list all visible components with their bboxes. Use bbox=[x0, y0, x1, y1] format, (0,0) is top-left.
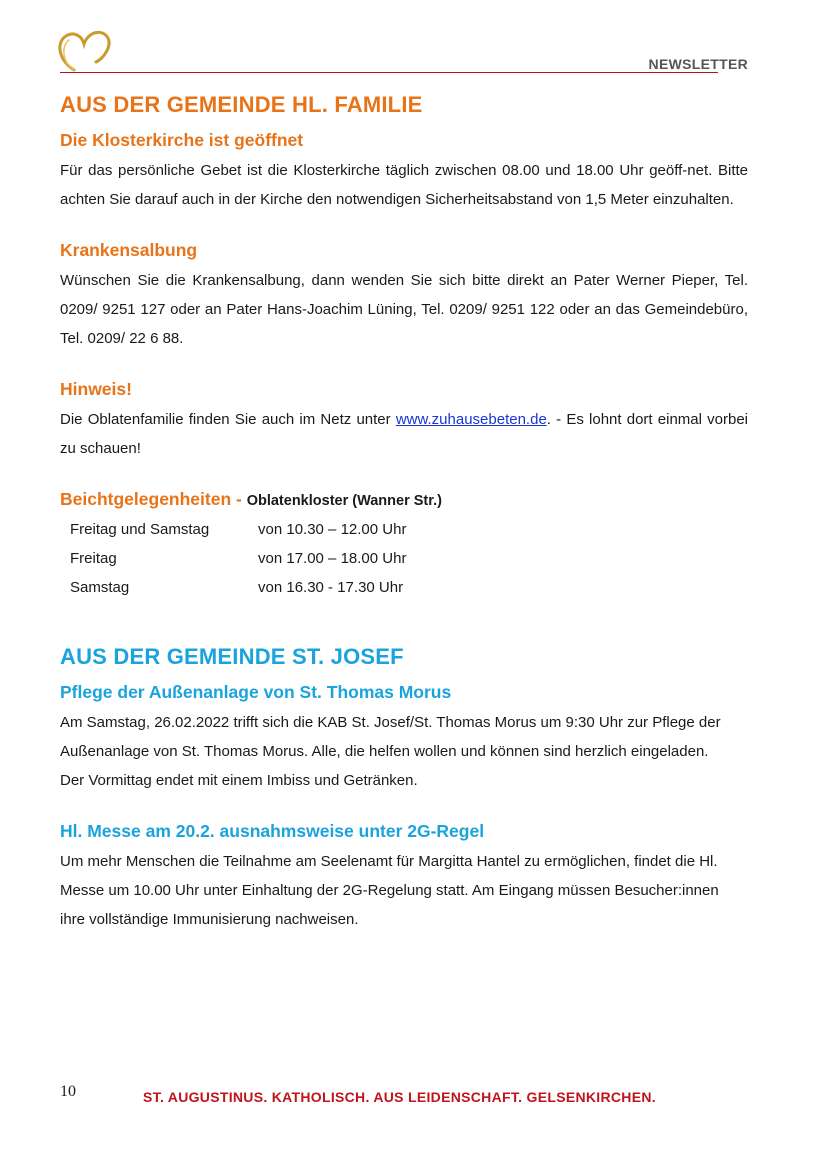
section-st-josef bbox=[60, 642, 748, 934]
article-text-aussenanlage: Am Samstag, 26.02.2022 trifft sich die KAB St. Josef/St. Thomas Morus um 9:30 Uhr zur Pflege der Außenanlage von St. Thomas Morus. Alle, die helfen wollen und können sind herzlich eingeladen. Der Vormittag endet mit einem Imbiss und Getränken. bbox=[60, 714, 721, 789]
confession-heading-label: Beichtgelegenheiten - bbox=[60, 489, 247, 509]
article-heading-krankensalbung: Krankensalbung bbox=[60, 240, 198, 260]
confession-schedule bbox=[70, 515, 406, 602]
confession-heading bbox=[60, 485, 748, 515]
hinweis-text-before: Die Oblatenfamilie finden Sie auch im Netz unter bbox=[60, 411, 396, 428]
article-heading-aussenanlage: Pflege der Außenanlage von St. Thomas Morus bbox=[60, 682, 452, 702]
section-hl-familie bbox=[60, 90, 748, 602]
page-number: 10 bbox=[60, 1083, 76, 1100]
schedule-row bbox=[70, 515, 406, 544]
section-title-st-josef: AUS DER GEMEINDE ST. JOSEF bbox=[60, 644, 404, 669]
article-hinweis bbox=[60, 375, 748, 463]
schedule-day: Samstag bbox=[70, 579, 130, 596]
article-krankensalbung bbox=[60, 236, 748, 353]
hinweis-text-after: . - Es lohnt dort einmal vorbei zu schauen! bbox=[60, 411, 748, 457]
confession-times bbox=[60, 485, 748, 602]
schedule-time: von 10.30 – 12.00 Uhr bbox=[258, 521, 407, 538]
schedule-day: Freitag und Samstag bbox=[70, 521, 210, 538]
zuhausebeten-link[interactable]: www.zuhausebeten.de bbox=[395, 411, 547, 428]
schedule-time: von 17.00 – 18.00 Uhr bbox=[258, 550, 407, 567]
article-aussenanlage bbox=[60, 678, 748, 795]
section-title-hl-familie: AUS DER GEMEINDE HL. FAMILIE bbox=[60, 92, 423, 117]
article-text-messe: Um mehr Menschen die Teilnahme am Seelenamt für Margitta Hantel zu ermöglichen, findet die Hl. Messe um 10.00 Uhr unter Einhaltung der 2G-Regelung statt. Am Eingang müssen Besucher:innen ihre vollständige Immunisierung nachweisen. bbox=[60, 853, 719, 928]
article-text-klosterkirche: Für das persönliche Gebet ist die Klosterkirche täglich zwischen 08.00 und 18.00 Uhr geöff-net. Bitte achten Sie darauf auch in der Kirche den notwendigen Sicherheitsabstand von 1,5 Meter einzuhalten. bbox=[60, 162, 748, 208]
schedule-row bbox=[70, 544, 406, 573]
confession-location: Oblatenkloster (Wanner Str.) bbox=[246, 493, 442, 509]
header-rule bbox=[60, 72, 718, 73]
article-text-hinweis bbox=[60, 405, 748, 463]
article-text-krankensalbung: Wünschen Sie die Krankensalbung, dann wenden Sie sich bitte direkt an Pater Werner Pieper, Tel. 0209/ 9251 127 oder an Pater Hans-Joachim Lüning, Tel. 0209/ 9251 122 oder an das Gemeindebüro, Tel. 0209/ 22 6 88. bbox=[60, 272, 748, 347]
article-klosterkirche bbox=[60, 126, 748, 214]
schedule-time: von 16.30 - 17.30 Uhr bbox=[258, 579, 404, 596]
newsletter-label: NEWSLETTER bbox=[648, 56, 748, 72]
page-content bbox=[60, 90, 748, 934]
heart-outline-icon bbox=[52, 26, 114, 74]
footer-slogan: ST. AUGUSTINUS. KATHOLISCH. AUS LEIDENSCHAFT. GELSENKIRCHEN. bbox=[143, 1089, 656, 1105]
schedule-day: Freitag bbox=[70, 550, 117, 567]
article-heading-hinweis: Hinweis! bbox=[60, 379, 132, 399]
article-messe bbox=[60, 817, 748, 934]
schedule-row bbox=[70, 573, 406, 602]
article-heading-messe: Hl. Messe am 20.2. ausnahmsweise unter 2G-Regel bbox=[60, 821, 485, 841]
article-heading-klosterkirche: Die Klosterkirche ist geöffnet bbox=[60, 130, 304, 150]
